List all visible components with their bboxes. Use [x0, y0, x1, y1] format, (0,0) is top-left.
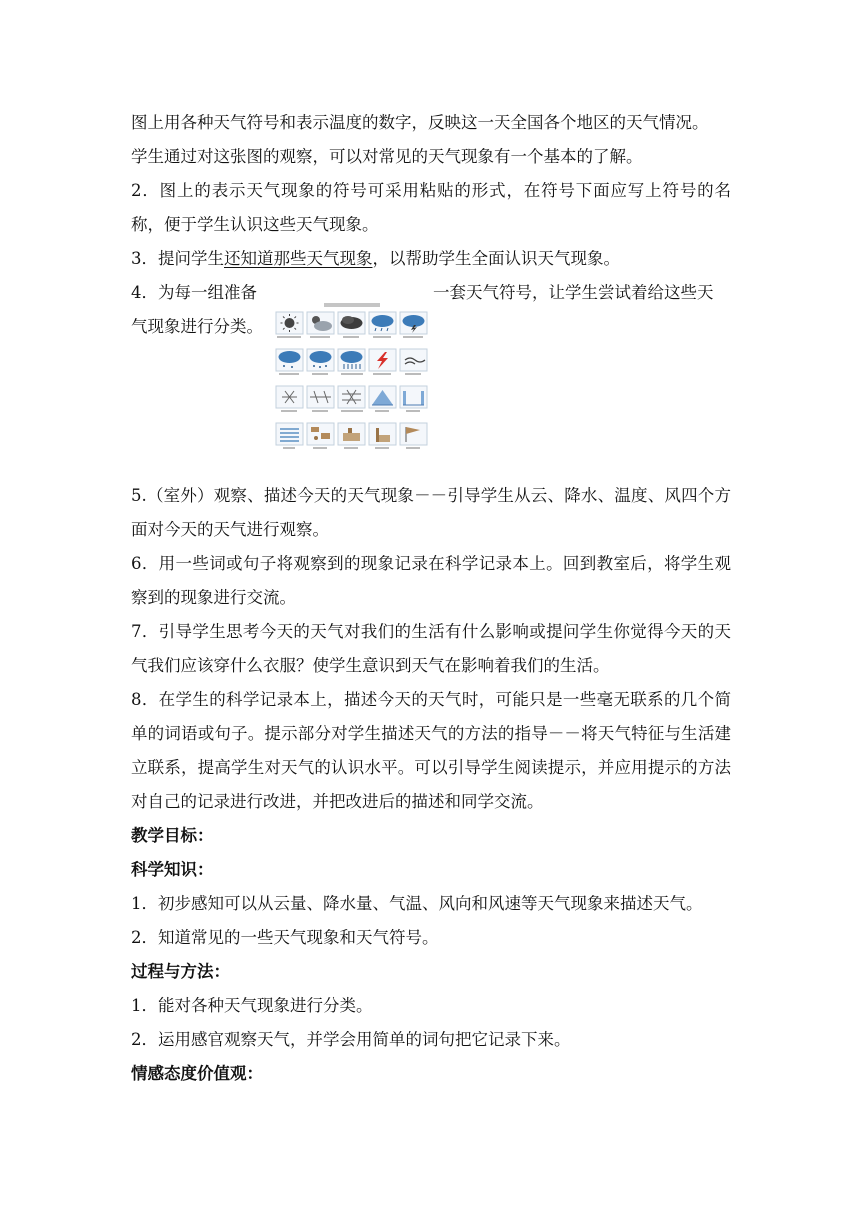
heading-teaching-goals: 教学目标： — [131, 826, 214, 845]
downpour-icon — [338, 349, 365, 371]
weather-symbols-figure — [272, 302, 432, 452]
knowledge-item-1: 1．初步感知可以从云量、降水量、气温、风向和风速等天气现象来描述天气。 — [131, 894, 703, 913]
sleet-icon — [307, 386, 334, 408]
method-item-2: 2．运用感官观察天气，并学会用简单的词句把它记录下来。 — [131, 1030, 571, 1049]
heading-process-methods: 过程与方法： — [131, 962, 230, 981]
paragraph-6: 6．用一些词或句子将观察到的现象记录在科学记录本上。回到教室后，将学生观察到的现象进行交流。 — [131, 554, 731, 607]
knowledge-item-2: 2．知道常见的一些天气现象和天气符号。 — [131, 928, 439, 947]
paragraph-1-line-1: 图上用各种天气符号和表示温度的数字，反映这一天全国各个地区的天气情况。 — [131, 113, 709, 132]
underlined-phrase: 还知道那些天气现象 — [224, 249, 373, 268]
paragraph-1 — [131, 106, 731, 174]
hail-icon — [369, 386, 396, 408]
paragraph-3-text-a: 3．提问学生 — [131, 249, 224, 268]
rain-cloud-icon — [369, 312, 396, 334]
weather-symbols-grid — [272, 302, 432, 452]
paragraph-4-text-c: 气现象进行分类。 — [131, 317, 263, 336]
paragraph-1-line-2: 学生通过对这张图的观察，可以对常见的天气现象有一个基本的了解。 — [131, 147, 643, 166]
paragraph-7: 7．引导学生思考今天的天气对我们的生活有什么影响或提问学生你觉得今天的天气我们应该穿什么衣服？使学生意识到天气在影响着我们的生活。 — [131, 622, 731, 675]
gauge-icon — [369, 423, 396, 445]
paragraph-4-text-b: 一套天气符号，让学生尝试着给这些天 — [433, 283, 714, 302]
fog-icon — [276, 423, 303, 445]
blizzard-icon — [338, 386, 365, 408]
flag-icon — [400, 423, 427, 445]
lightning-icon — [369, 349, 396, 371]
paragraph-8: 8．在学生的科学记录本上，描述今天的天气时，可能只是一些毫无联系的几个简单的词语或句子。提示部分对学生描述天气的方法的指导－－将天气特征与生活建立联系，提高学生对天气的认识水平。可以引导学生阅读提示，并应用提示的方法对自己的记录进行改进，并把改进后的描述和同学交流。 — [131, 690, 731, 811]
paragraph-3 — [131, 242, 731, 276]
dust-icon — [338, 423, 365, 445]
thunder-rain-icon — [400, 312, 427, 334]
figure-title-mark — [324, 303, 380, 307]
dark-cloud-icon — [338, 312, 365, 334]
sand-icon — [307, 423, 334, 445]
method-item-1: 1．能对各种天气现象进行分类。 — [131, 996, 373, 1015]
light-rain-icon — [276, 349, 303, 371]
heading-attitude-values: 情感态度价值观： — [131, 1064, 263, 1083]
heavy-rain-icon — [307, 349, 334, 371]
sun-icon — [276, 312, 303, 334]
sun-cloud-icon — [307, 312, 334, 334]
paragraph-3-text-b: ，以帮助学生全面认识天气现象。 — [372, 249, 620, 268]
snowflake-icon — [276, 386, 303, 408]
paragraph-2: 2．图上的表示天气现象的符号可采用粘贴的形式，在符号下面应写上符号的名称，便于学生认识这些天气现象。 — [131, 181, 731, 234]
paragraph-5: 5.（室外）观察、描述今天的天气现象－－引导学生从云、降水、温度、风四个方面对今天的天气进行观察。 — [131, 486, 731, 539]
bar-icon — [400, 386, 427, 408]
wind-rain-icon — [400, 349, 427, 371]
paragraph-4-text-a: 4．为每一组准备 — [131, 283, 257, 302]
heading-scientific-knowledge: 科学知识： — [131, 860, 214, 879]
